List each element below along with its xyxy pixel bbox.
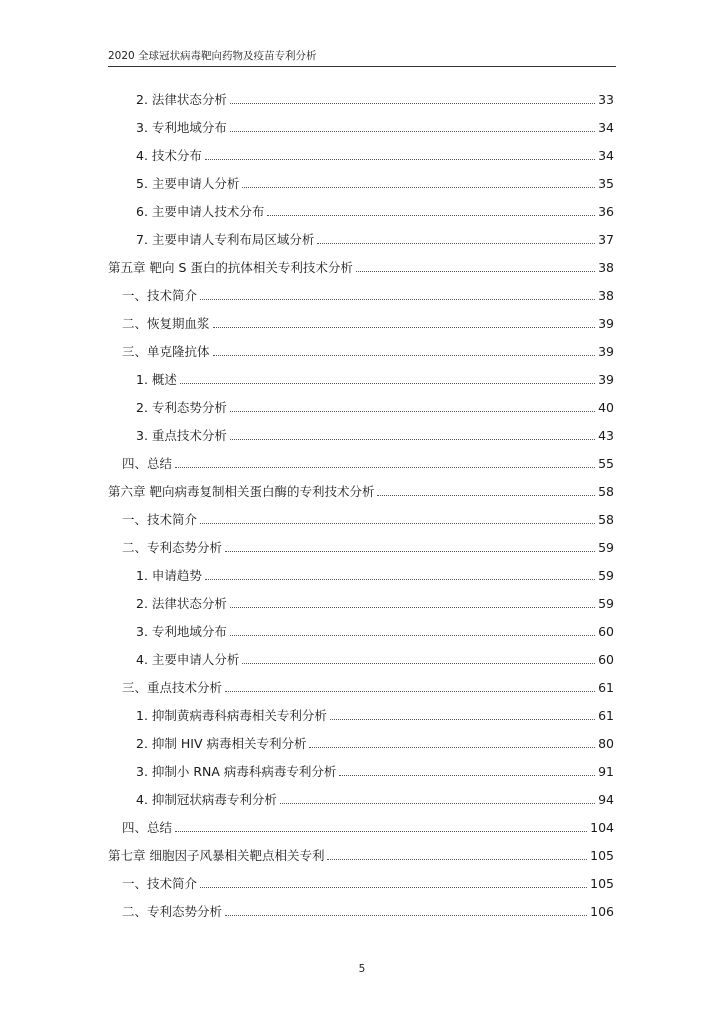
toc-entry-page: 35 bbox=[598, 176, 614, 191]
toc-entry-page: 105 bbox=[590, 848, 614, 863]
toc-entry-page: 80 bbox=[598, 736, 614, 751]
toc-entry-page: 34 bbox=[598, 120, 614, 135]
toc-entry[interactable] bbox=[136, 592, 614, 612]
toc-entry-page: 39 bbox=[598, 316, 614, 331]
toc-entry-label: 5. 主要申请人分析 bbox=[136, 176, 240, 191]
toc-entry-label: 三、单克隆抗体 bbox=[122, 344, 210, 359]
toc-entry-label: 二、专利态势分析 bbox=[122, 540, 223, 555]
dot-leader bbox=[230, 439, 595, 440]
toc-section-entry[interactable] bbox=[122, 816, 614, 836]
toc-chapter-entry[interactable] bbox=[108, 256, 614, 276]
toc-entry[interactable] bbox=[136, 200, 614, 220]
dot-leader bbox=[339, 775, 595, 776]
toc-entry-label: 6. 主要申请人技术分布 bbox=[136, 204, 265, 219]
toc-entry-page: 39 bbox=[598, 344, 614, 359]
toc-section-entry[interactable] bbox=[122, 340, 614, 360]
toc-entry[interactable] bbox=[136, 368, 614, 388]
dot-leader bbox=[356, 271, 595, 272]
toc-entry-label: 1. 抑制黄病毒科病毒相关专利分析 bbox=[136, 708, 327, 723]
toc-entry[interactable] bbox=[136, 788, 614, 808]
dot-leader bbox=[213, 355, 596, 356]
toc-entry-page: 38 bbox=[598, 288, 614, 303]
toc-entry[interactable] bbox=[136, 760, 614, 780]
dot-leader bbox=[230, 131, 595, 132]
dot-leader bbox=[280, 803, 595, 804]
dot-leader bbox=[230, 635, 595, 636]
toc-entry-label: 二、专利态势分析 bbox=[122, 904, 223, 919]
page-number: 5 bbox=[358, 963, 366, 975]
toc-entry-page: 105 bbox=[590, 876, 614, 891]
dot-leader bbox=[180, 383, 595, 384]
toc-section-entry[interactable] bbox=[122, 312, 614, 332]
dot-leader bbox=[267, 215, 595, 216]
toc-section-entry[interactable] bbox=[122, 452, 614, 472]
dot-leader bbox=[242, 663, 595, 664]
toc-entry-page: 59 bbox=[598, 540, 614, 555]
toc-entry[interactable] bbox=[136, 144, 614, 164]
toc-section-entry[interactable] bbox=[122, 536, 614, 556]
dot-leader bbox=[327, 859, 587, 860]
toc-section-entry[interactable] bbox=[122, 900, 614, 920]
toc-entry-page: 38 bbox=[598, 260, 614, 275]
toc-chapter-entry[interactable] bbox=[108, 480, 614, 500]
toc-chapter-entry[interactable] bbox=[108, 844, 614, 864]
toc-entry-page: 104 bbox=[590, 820, 614, 835]
toc-entry-page: 61 bbox=[598, 708, 614, 723]
toc-entry-label: 2. 专利态势分析 bbox=[136, 400, 227, 415]
toc-section-entry[interactable] bbox=[122, 508, 614, 528]
dot-leader bbox=[175, 831, 587, 832]
toc-entry-label: 3. 抑制小 RNA 病毒科病毒专利分析 bbox=[136, 764, 337, 779]
toc-entry-label: 4. 主要申请人分析 bbox=[136, 652, 240, 667]
dot-leader bbox=[230, 607, 595, 608]
toc-entry-label: 4. 抑制冠状病毒专利分析 bbox=[136, 792, 277, 807]
toc-entry-page: 39 bbox=[598, 372, 614, 387]
toc-entry-label: 3. 专利地域分布 bbox=[136, 624, 227, 639]
toc-entry-page: 34 bbox=[598, 148, 614, 163]
toc-entry-page: 33 bbox=[598, 92, 614, 107]
dot-leader bbox=[230, 411, 595, 412]
dot-leader bbox=[205, 579, 595, 580]
toc-entry-label: 1. 概述 bbox=[136, 372, 177, 387]
toc-entry-page: 55 bbox=[598, 456, 614, 471]
document-title: 2020 全球冠状病毒靶向药物及疫苗专利分析 bbox=[108, 50, 317, 62]
dot-leader bbox=[175, 467, 595, 468]
toc-entry-label: 2. 法律状态分析 bbox=[136, 92, 227, 107]
dot-leader bbox=[309, 747, 595, 748]
toc-entry-page: 60 bbox=[598, 624, 614, 639]
dot-leader bbox=[377, 495, 595, 496]
toc-entry-page: 43 bbox=[598, 428, 614, 443]
toc-entry-page: 94 bbox=[598, 792, 614, 807]
dot-leader bbox=[225, 915, 587, 916]
toc-entry-page: 58 bbox=[598, 512, 614, 527]
toc-entry-label: 3. 重点技术分析 bbox=[136, 428, 227, 443]
dot-leader bbox=[200, 523, 595, 524]
toc-entry[interactable] bbox=[136, 704, 614, 724]
dot-leader bbox=[200, 299, 595, 300]
toc-entry-label: 2. 法律状态分析 bbox=[136, 596, 227, 611]
toc-entry-label: 一、技术简介 bbox=[122, 512, 198, 527]
toc-entry-page: 91 bbox=[598, 764, 614, 779]
toc-entry[interactable] bbox=[136, 228, 614, 248]
toc-entry-label: 一、技术简介 bbox=[122, 876, 198, 891]
toc-entry[interactable] bbox=[136, 732, 614, 752]
toc-entry-page: 61 bbox=[598, 680, 614, 695]
toc-section-entry[interactable] bbox=[122, 676, 614, 696]
toc-entry-page: 106 bbox=[590, 904, 614, 919]
dot-leader bbox=[225, 551, 595, 552]
toc-entry[interactable] bbox=[136, 648, 614, 668]
dot-leader bbox=[330, 719, 595, 720]
dot-leader bbox=[242, 187, 595, 188]
toc-entry-page: 37 bbox=[598, 232, 614, 247]
toc-entry[interactable] bbox=[136, 116, 614, 136]
toc-entry-label: 四、总结 bbox=[122, 456, 173, 471]
toc-entry-label: 二、恢复期血浆 bbox=[122, 316, 210, 331]
toc-entry-page: 60 bbox=[598, 652, 614, 667]
toc-entry-page: 58 bbox=[598, 484, 614, 499]
toc-entry-label: 7. 主要申请人专利布局区域分析 bbox=[136, 232, 315, 247]
toc-entry-page: 59 bbox=[598, 596, 614, 611]
toc-entry[interactable] bbox=[136, 172, 614, 192]
toc-section-entry[interactable] bbox=[122, 872, 614, 892]
toc-entry-label: 一、技术简介 bbox=[122, 288, 198, 303]
toc-entry-label: 3. 专利地域分布 bbox=[136, 120, 227, 135]
toc-entry-label: 4. 技术分布 bbox=[136, 148, 202, 163]
toc-entry-label: 第七章 细胞因子风暴相关靶点相关专利 bbox=[108, 848, 325, 863]
toc-section-entry[interactable] bbox=[122, 284, 614, 304]
dot-leader bbox=[317, 243, 595, 244]
toc-entry-label: 1. 申请趋势 bbox=[136, 568, 202, 583]
toc-entry-label: 四、总结 bbox=[122, 820, 173, 835]
toc-entry-page: 59 bbox=[598, 568, 614, 583]
dot-leader bbox=[213, 327, 596, 328]
toc-entry-page: 40 bbox=[598, 400, 614, 415]
toc-entry[interactable] bbox=[136, 564, 614, 584]
toc-entry[interactable] bbox=[136, 620, 614, 640]
dot-leader bbox=[225, 691, 595, 692]
toc-entry[interactable] bbox=[136, 396, 614, 416]
toc-entry-page: 36 bbox=[598, 204, 614, 219]
toc-entry[interactable] bbox=[136, 88, 614, 108]
toc-entry[interactable] bbox=[136, 424, 614, 444]
dot-leader bbox=[230, 103, 595, 104]
toc-entry-label: 三、重点技术分析 bbox=[122, 680, 223, 695]
toc-entry-label: 第五章 靶向 S 蛋白的抗体相关专利技术分析 bbox=[108, 260, 353, 275]
toc-entry-label: 第六章 靶向病毒复制相关蛋白酶的专利技术分析 bbox=[108, 484, 375, 499]
dot-leader bbox=[200, 887, 587, 888]
dot-leader bbox=[205, 159, 595, 160]
toc-entry-label: 2. 抑制 HIV 病毒相关专利分析 bbox=[136, 736, 307, 751]
